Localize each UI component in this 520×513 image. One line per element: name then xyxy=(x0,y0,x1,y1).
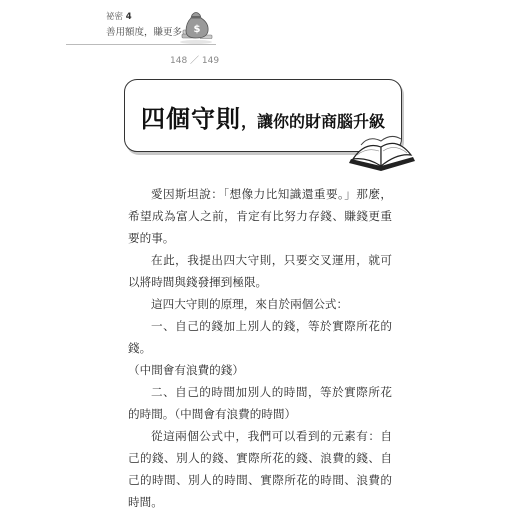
chapter-title: 善用額度，賺更多 xyxy=(106,27,183,38)
chapter-label xyxy=(106,12,132,23)
body-text xyxy=(128,183,392,513)
chapter-word: 祕密 xyxy=(106,12,124,22)
paragraph: 從這兩個公式中，我們可以看到的元素有：自己的錢、別人的錢、實際所花的錢、浪費的錢、自己的時間、別人的時間、實際所花的時間、浪費的時間。 xyxy=(128,429,392,509)
money-bag-icon xyxy=(178,6,214,44)
running-header xyxy=(66,6,220,66)
paragraph: 愛因斯坦說：「想像力比知識還重要。」那麼，希望成為富人之前，肯定有比努力存錢、賺錢更重要的事。 xyxy=(128,187,392,245)
open-book-icon xyxy=(347,133,417,173)
page-number: 148 ／ 149 xyxy=(170,56,220,66)
svg-text:$: $ xyxy=(193,24,201,35)
chapter-number: 4 xyxy=(125,12,132,22)
section-title-sub: ，讓你的財商腦升級 xyxy=(240,112,385,131)
paragraph: 這四大守則的原理，來自於兩個公式： xyxy=(151,297,349,311)
section-title-main: 四個守則 xyxy=(140,105,241,133)
paragraph: 一、自己的錢加上別人的錢，等於實際所花的錢。 xyxy=(128,319,392,355)
header-divider xyxy=(66,44,216,45)
paragraph: （中間會有浪費的錢） xyxy=(128,363,244,377)
section-title xyxy=(125,99,401,134)
paragraph: 二、自己的時間加別人的時間，等於實際所花的時間。（中間會有浪費的時間） xyxy=(128,385,392,421)
paragraph: 在此，我提出四大守則，只要交叉運用，就可以將時間與錢發揮到極限。 xyxy=(128,253,392,289)
